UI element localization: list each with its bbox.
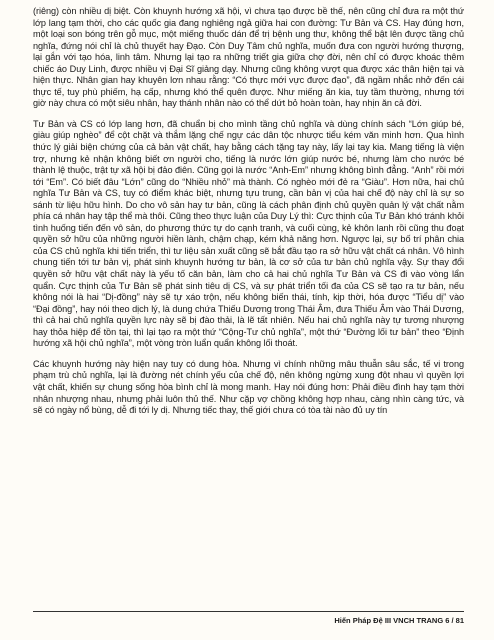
paragraph-3: Các khuynh hướng này hiện nay tuy có dung hòa. Nhưng vì chính những mâu thuẫn sâu sắc, tế vi trong phạm trù chủ nghĩa, lại là đường nét chính yếu của chế độ, nên không ngừng xung đột nhau vì quyền lợi vật chất, khiến sự chung sống hòa bình chỉ là mong manh. Hay nói đúng hơn: Phải điều đình hay tạm thời nhân nhượng nhau, nhưng phải luôn thủ thế. Như cặp vợ chồng không hợp nhau, càng nhìn càng tức, và sẽ có ngày nổ bùng, dễ đi tới ly dị. Nhưng tiếc thay, thế giới chưa có tòa tài nào đủ uy tín	[33, 358, 464, 416]
paragraph-2: Tư Bản và CS có lớp lang hơn, đã chuẩn bị cho mình tầng chủ nghĩa và dùng chính sách “Lớn giúp bé, giàu giúp nghèo” để cột chặt và thắm lặng chế ngự các dân tộc nhược tiểu kém văn minh hơn. Qua hình thức lý giải biện chứng của cả bản vật chất, hay bằng cách tặng tay này, lấy lại tay kia. Mang tiếng là viện trợ, nhưng kẻ nhận không biết ơn người cho, tiếng là nước lớn giúp nước bé, nhưng làm cho nước bé thành lệ thuộc, trật tự xã hội bị đảo điên. Cũng gọi là nước “Anh-Em” nhưng không bình đẳng. “Anh” rồi mới tới “Em”. Có biết đâu “Lớn” cũng do “Nhiều nhỏ” mà thành. Có nghèo mới đẻ ra “Giàu”. Hơn nữa, hai chủ nghĩa Tư Bản và CS, tuy có điểm khác biệt, nhưng tựu trung, cần bản vị của hai chế độ này chỉ là sự so sánh từ liệu hữu hình. Do cho vô sản hay tư bản, cũng là cách phân định chủ quyền quản lý vật chất nằm phía cá nhân hay tập thể mà thôi. Cũng theo thực luận của Duy Lý thì: Cực thịnh của Tư Bản khó tránh khỏi tình huống tiến đến vô sản, do phương thức tự do cạnh tranh, và cuối cùng, kẻ khôn lanh rồi cũng thu đoạt quyền sở hữu của những người hiền lành, chậm chạp, kém khả năng hơn. Ngược lại, sự bố trí phân chia của CS chủ nghĩa khi tiến triển, thì tư liệu sản xuất cũng sẽ bắt đầu tạo ra sở hữu vật chất cá nhân. Vô hình chung tiến tới tư bản vị, phát sinh khuynh hướng tư bản, là cơ sở của tư bản chủ nghĩa vậy. Sự thay đổi quyền sở hữu vật chất này là yếu tố căn bản, làm cho cả hai chủ nghĩa Tư Bản và CS đi vào vòng lẩn quẩn. Cực thịnh của Tư Bản sẽ phát sinh tiêu dị CS, và sự phát triển tối đa của CS sẽ tạo ra tư bản, nếu không nói là hai “Dị-đồng” này sẽ tự xáo trộn, nếu không biến thái, tính, kịp thời, hóa được “Tiểu dị” vào “Đại đồng”, hay nói theo dịch lý, là dung chứa Thiếu Dương trong Thái Âm, đưa Thiếu Âm vào Thái Dương, thì cả hai chủ nghĩa quyền lực này sẽ bị đào thải, là lẽ tất nhiên. Nếu hai chủ nghĩa này tự tương nhượng hay thỏa hiệp để tồn tại, thì lại tạo ra một thứ “Cộng-Tư chủ nghĩa”, một thứ “Đường lối tư bản” theo “Định hướng xã hội chủ nghĩa”, một vòng tròn luẩn quẩn không lối thoát.	[33, 118, 464, 349]
footer-page-label: Hiến Pháp Đệ III VNCH TRANG 6 / 81	[334, 616, 464, 625]
page-footer	[33, 611, 464, 625]
paragraph-1: (riêng) còn nhiều dị biệt. Còn khuynh hướng xã hội, vì chưa tạo được bề thế, nên cũng chỉ đưa ra một thứ lớp lang tạm thời, cho các quốc gia đang nghiêng ngả giữa hai con đường: Tư Bản và CS. Hay đúng hơn, một loại son bóng trên gỗ mục, một miếng thuốc dán để trị bệnh ung thư, không thể bật lên được tầng chủ nghĩa, đứng nói chỉ là chủ thuyết hay Đạo. Còn Duy Tâm chủ nghĩa, muốn đưa con người hướng thượng, lại gắn với tạo hóa, linh tâm. Nhưng lại tạo ra những triết gia giữa chợ đời, nên chỉ có được khoác thêm chiếc áo Duy Linh, được nhiều vị Đại Sĩ giảng dạy. Nhưng cũng không vượt qua được xác thân hiện tại và hiện thực. Nhân gian hay khuyên lơn nhau rằng: “Có thực mới vực được đạo”, đã ngầm nhắc nhở đến cái thực tế, tuy phù phiếm, hạ cấp, nhưng khó thể quên được. Như miếng ăn kia, tuy tầm thường, nhưng tới giờ này chưa có một siêu nhân, hay thánh nhân nào có thể dứt bỏ hoàn toàn, hay nhịn ăn cả đời.	[33, 6, 464, 109]
